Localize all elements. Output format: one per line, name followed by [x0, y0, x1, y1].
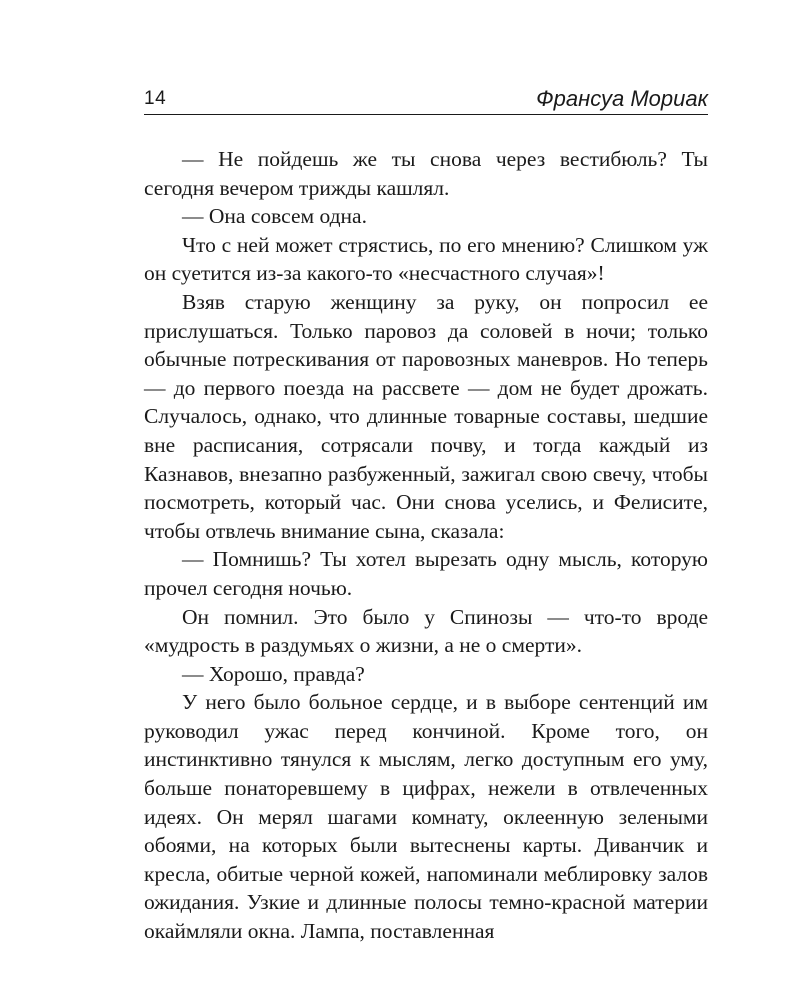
body-text	[144, 145, 708, 946]
book-page	[144, 86, 708, 946]
paragraph-what-could-happen: Что с ней может стрястись, по его мнению? Слишком уж он суетится из-за какого-то «несчастного случая»!	[144, 232, 708, 286]
paragraph-dialogue-vestibule: — Не пойдешь же ты снова через вестибюль? Ты сегодня вечером трижды кашлял.	[144, 147, 708, 200]
paragraph-spinoza: Он помнил. Это было у Спинозы — что-то вроде «мудрость в раздумьях о жизни, а не о смерти».	[144, 604, 708, 658]
paragraph-listen-night: Взяв старую женщину за руку, он попросил ее прислушаться. Только паровоз да соловей в ночи; только обычные потрескивания от паровозных маневров. Но теперь — до первого поезда на рассвете — дом не будет дрожать. Случалось, однако, что длинные товарные составы, шедшие вне расписания, сотрясали почву, и тогда каждый из Казнавов, внезапно разбуженный, зажигал свою свечу, чтобы посмотреть, который час. Они снова уселись, и Фелисите, чтобы отвлечь внимание сына, сказала:	[144, 289, 708, 543]
page-number: 14	[144, 88, 167, 109]
paragraph-dialogue-good: — Хорошо, правда?	[182, 661, 365, 686]
running-head	[144, 86, 708, 115]
paragraph-dialogue-remember: — Помнишь? Ты хотел вырезать одну мысль, которую прочел сегодня ночью.	[144, 547, 708, 600]
paragraph-dialogue-alone: — Она совсем одна.	[182, 204, 367, 229]
paragraph-sick-heart: У него было больное сердце, и в выборе сентенций им руководил ужас перед кончиной. Кроме того, он инстинктивно тянулся к мыслям, легко доступным его уму, больше понаторевшему в цифрах, нежели в отвлеченных идеях. Он мерял шагами комнату, оклеенную зелеными обоями, на которых были вытеснены карты. Диванчик и кресла, обитые черной кожей, напоминали меблировку залов ожидания. Узкие и длинные полосы темно-красной материи окаймляли окна. Лампа, поставленная	[144, 690, 708, 944]
running-title-author: Франсуа Мориак	[536, 86, 708, 111]
